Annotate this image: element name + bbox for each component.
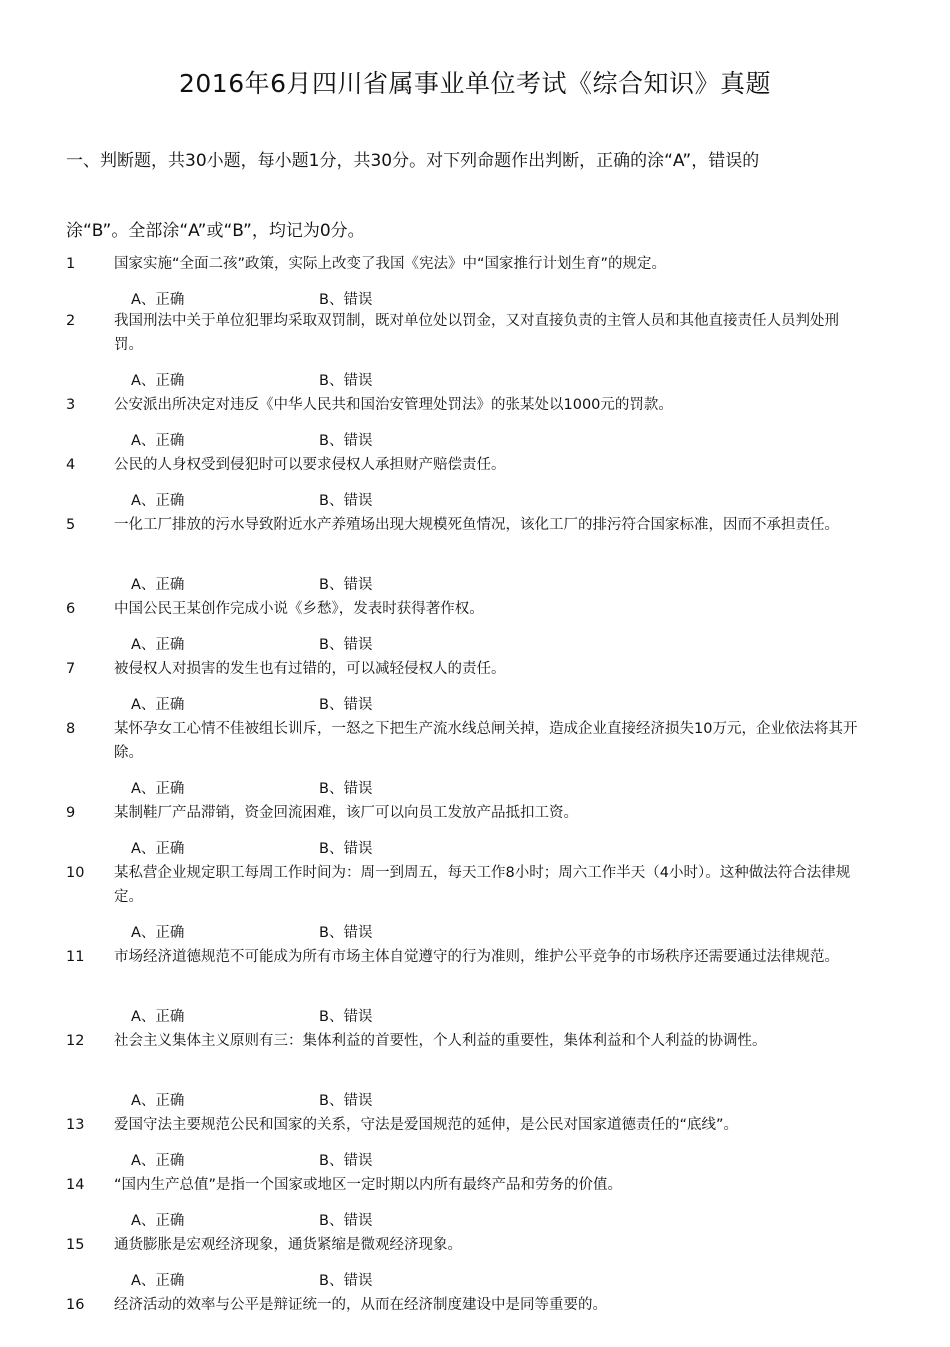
question-number: 15: [66, 1237, 85, 1253]
option-b-wrong: B、错误: [319, 493, 373, 509]
option-b-wrong: B、错误: [319, 781, 373, 797]
question-number: 2: [66, 313, 76, 329]
question-text: 被侵权人对损害的发生也有过错的，可以减轻侵权人的责任。: [114, 661, 506, 677]
option-a-correct: A、正确: [131, 841, 185, 857]
question-number: 5: [66, 517, 76, 533]
option-b-wrong: B、错误: [319, 841, 373, 857]
option-b-wrong: B、错误: [319, 1153, 373, 1169]
option-a-correct: A、正确: [131, 1153, 185, 1169]
option-a-correct: A、正确: [131, 697, 185, 713]
question-text: 社会主义集体主义原则有三：集体利益的首要性，个人利益的重要性，集体利益和个人利益的协调性。: [114, 1033, 767, 1049]
question-text: 某怀孕女工心情不佳被组长训斥，一怒之下把生产流水线总闸关掉，造成企业直接经济损失10万元，企业依法将其开除。: [114, 721, 858, 761]
option-b-wrong: B、错误: [319, 925, 373, 941]
option-b-wrong: B、错误: [319, 1093, 373, 1109]
option-a-correct: A、正确: [131, 1009, 185, 1025]
instructions-line-1: 一、判断题，共30小题，每小题1分，共30分。对下列命题作出判断，正确的涂“A”，错误的: [66, 151, 760, 171]
option-a-correct: A、正确: [131, 1213, 185, 1229]
question-text: 我国刑法中关于单位犯罪均采取双罚制，既对单位处以罚金，又对直接负责的主管人员和其他直接责任人员判处刑罚。: [114, 313, 839, 353]
option-b-wrong: B、错误: [319, 637, 373, 653]
question-text: 一化工厂排放的污水导致附近水产养殖场出现大规模死鱼情况，该化工厂的排污符合国家标准，因而不承担责任。: [114, 517, 839, 533]
question-number: 12: [66, 1033, 85, 1049]
instructions-line-2: 涂“B”。全部涂“A”或“B”，均记为0分。: [66, 221, 365, 241]
question-number: 7: [66, 661, 76, 677]
option-a-correct: A、正确: [131, 292, 185, 308]
question-text: 某私营企业规定职工每周工作时间为：周一到周五，每天工作8小时；周六工作半天（4小时）。这种做法符合法律规定。: [114, 865, 851, 905]
option-a-correct: A、正确: [131, 577, 185, 593]
question-number: 4: [66, 457, 76, 473]
option-b-wrong: B、错误: [319, 697, 373, 713]
option-a-correct: A、正确: [131, 925, 185, 941]
option-a-correct: A、正确: [131, 1093, 185, 1109]
option-b-wrong: B、错误: [319, 292, 373, 308]
option-b-wrong: B、错误: [319, 1213, 373, 1229]
option-a-correct: A、正确: [131, 781, 185, 797]
question-text: 国家实施“全面二孩”政策，实际上改变了我国《宪法》中“国家推行计划生育”的规定。: [114, 256, 667, 272]
question-text: 中国公民王某创作完成小说《乡愁》，发表时获得著作权。: [114, 601, 484, 617]
option-a-correct: A、正确: [131, 373, 185, 389]
option-a-correct: A、正确: [131, 637, 185, 653]
question-number: 9: [66, 805, 76, 821]
question-text: 经济活动的效率与公平是辩证统一的，从而在经济制度建设中是同等重要的。: [114, 1297, 607, 1313]
option-b-wrong: B、错误: [319, 433, 373, 449]
question-number: 1: [66, 256, 76, 272]
option-b-wrong: B、错误: [319, 577, 373, 593]
question-text: “国内生产总值”是指一个国家或地区一定时期以内所有最终产品和劳务的价值。: [114, 1177, 623, 1193]
option-b-wrong: B、错误: [319, 373, 373, 389]
question-text: 通货膨胀是宏观经济现象，通货紧缩是微观经济现象。: [114, 1237, 462, 1253]
question-text: 公民的人身权受到侵犯时可以要求侵权人承担财产赔偿责任。: [114, 457, 506, 473]
question-number: 16: [66, 1297, 85, 1313]
option-a-correct: A、正确: [131, 1273, 185, 1289]
question-number: 6: [66, 601, 76, 617]
question-text: 市场经济道德规范不可能成为所有市场主体自觉遵守的行为准则，维护公平竞争的市场秩序还需要通过法律规范。: [114, 949, 839, 965]
question-number: 8: [66, 721, 76, 737]
option-a-correct: A、正确: [131, 493, 185, 509]
question-text: 爱国守法主要规范公民和国家的关系，守法是爱国规范的延伸，是公民对国家道德责任的“底线”。: [114, 1117, 739, 1133]
question-number: 14: [66, 1177, 85, 1193]
option-b-wrong: B、错误: [319, 1273, 373, 1289]
page-title: 2016年6月四川省属事业单位考试《综合知识》真题: [178, 69, 772, 98]
question-text: 某制鞋厂产品滞销，资金回流困难，该厂可以向员工发放产品抵扣工资。: [114, 805, 578, 821]
question-text: 公安派出所决定对违反《中华人民共和国治安管理处罚法》的张某处以1000元的罚款。: [114, 397, 673, 413]
question-number: 11: [66, 949, 85, 965]
question-number: 3: [66, 397, 76, 413]
question-number: 10: [66, 865, 85, 881]
question-number: 13: [66, 1117, 85, 1133]
option-b-wrong: B、错误: [319, 1009, 373, 1025]
option-a-correct: A、正确: [131, 433, 185, 449]
